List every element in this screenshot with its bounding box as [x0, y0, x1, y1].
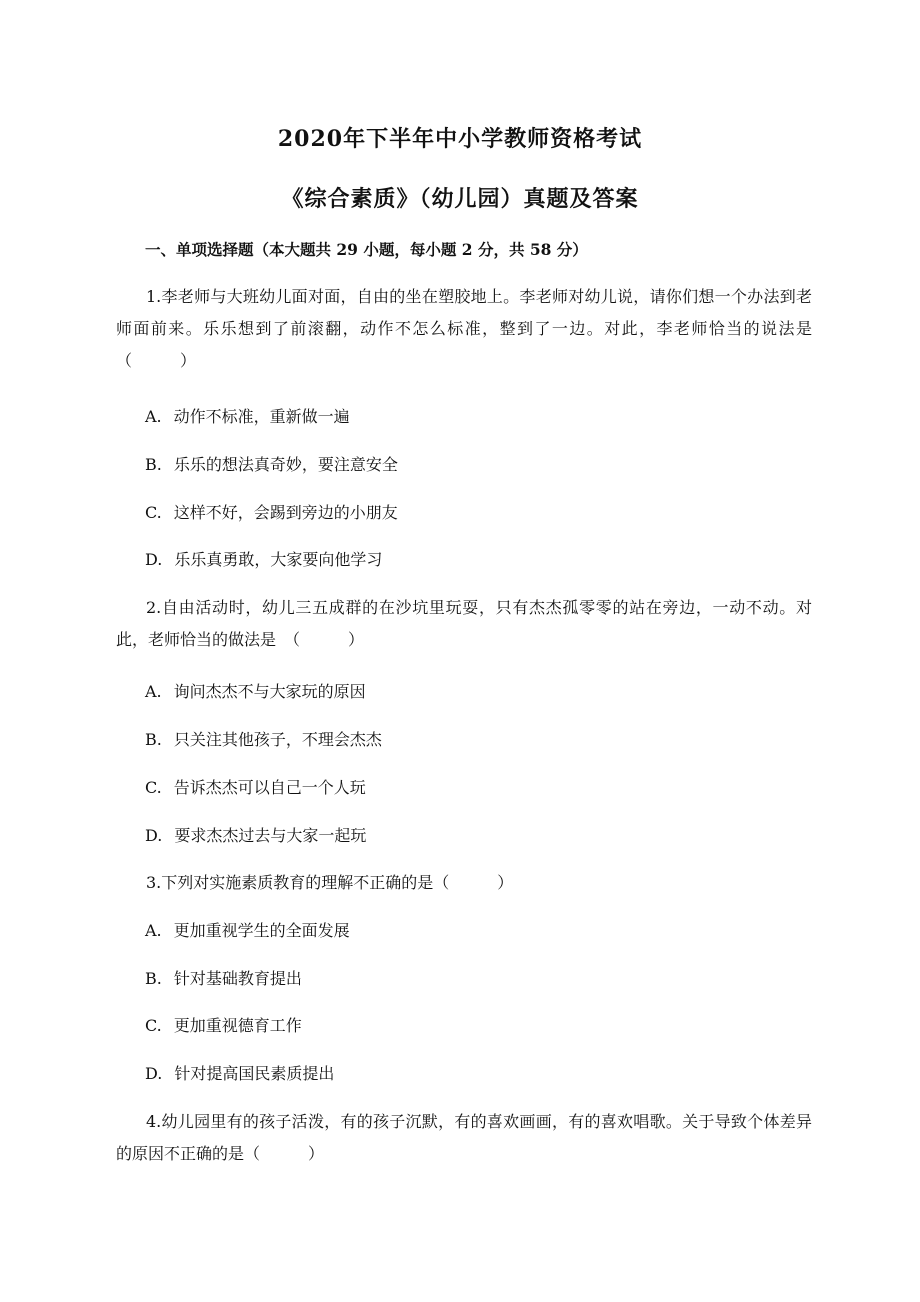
option-text: 针对基础教育提出	[173, 969, 302, 988]
section-heading: 一、单项选择题（本大题共 29 小题，每小题 2 分，共 58 分）	[145, 240, 588, 259]
option-text: 乐乐的想法真奇妙，要注意安全	[173, 455, 398, 474]
option-letter: C.	[145, 1016, 162, 1035]
question-2-option-a	[145, 676, 366, 708]
exam-title: 2020年下半年中小学教师资格考试	[277, 126, 643, 152]
option-letter: B.	[145, 455, 162, 474]
option-letter: A.	[145, 682, 162, 701]
option-letter: A.	[145, 921, 162, 940]
option-text: 乐乐真勇敢，大家要向他学习	[174, 550, 383, 569]
question-2-option-d	[145, 820, 366, 852]
option-text: 针对提高国民素质提出	[174, 1064, 335, 1083]
option-text: 只关注其他孩子，不理会杰杰	[173, 730, 382, 749]
option-text: 要求杰杰过去与大家一起玩	[174, 826, 367, 845]
question-1-option-c	[145, 497, 398, 529]
option-letter: C.	[145, 778, 162, 797]
question-2-option-b	[145, 724, 382, 756]
question-3-option-a	[145, 915, 350, 947]
option-letter: B.	[145, 969, 162, 988]
question-2-option-c	[145, 772, 366, 804]
question-3-option-b	[145, 963, 302, 995]
question-3-option-c	[145, 1010, 302, 1042]
question-3-stem: 3.下列对实施素质教育的理解不正确的是（ ）	[146, 873, 514, 892]
option-letter: D.	[145, 826, 163, 845]
option-letter: D.	[145, 550, 163, 569]
option-text: 询问杰杰不与大家玩的原因	[173, 682, 366, 701]
option-text: 更加重视学生的全面发展	[173, 921, 350, 940]
exam-subtitle: 《综合素质》（幼儿园）真题及答案	[281, 186, 639, 212]
option-letter: B.	[145, 730, 162, 749]
option-letter: A.	[145, 407, 162, 426]
question-1-option-b	[145, 449, 398, 481]
option-text: 这样不好，会踢到旁边的小朋友	[173, 503, 398, 522]
question-2-stem: 2.自由活动时，幼儿三五成群的在沙坑里玩耍，只有杰杰孤零零的站在旁边，一动不动。对此，老师恰当的做法是 （ ）	[116, 598, 812, 649]
option-text: 动作不标准，重新做一遍	[173, 407, 350, 426]
question-1-option-d	[145, 544, 382, 576]
option-text: 告诉杰杰可以自己一个人玩	[173, 778, 366, 797]
option-letter: C.	[145, 503, 162, 522]
question-4-stem: 4.幼儿园里有的孩子活泼，有的孩子沉默，有的喜欢画画，有的喜欢唱歌。关于导致个体差异的原因不正确的是（ ）	[116, 1112, 812, 1163]
question-1-stem: 1.李老师与大班幼儿面对面，自由的坐在塑胶地上。李老师对幼儿说，请你们想一个办法到老师面前来。乐乐想到了前滚翻，动作不怎么标准，整到了一边。对此，李老师恰当的说法是（ ）	[116, 287, 812, 370]
question-3-option-d	[145, 1058, 334, 1090]
question-1-option-a	[145, 401, 350, 433]
option-letter: D.	[145, 1064, 163, 1083]
option-text: 更加重视德育工作	[173, 1016, 302, 1035]
